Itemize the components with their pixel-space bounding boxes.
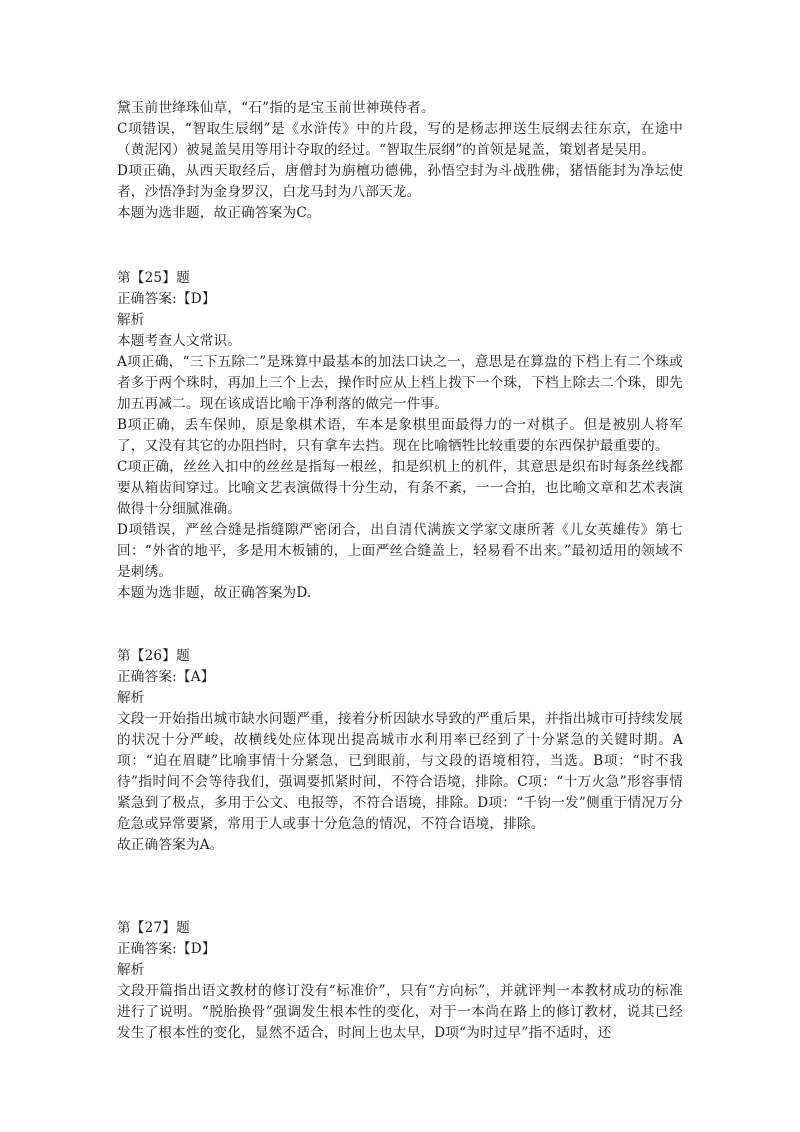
question-heading: 第【26】题	[117, 648, 190, 664]
analysis-paragraph-option-d: D项错误，严丝合缝是指缝隙严密闭合，出自清代满族文学家文康所著《儿女英雄传》第七回：“外省的地平，多是用木板铺的，上面严丝合缝盖上，轻易看不出来。”最初适用的领域不是刺绣。	[117, 522, 683, 580]
analysis-conclusion: 故正确答案为A。	[117, 837, 224, 853]
question-25-section	[117, 268, 683, 604]
analysis-paragraph-option-a: A项正确，“三下五除二”是珠算中最基本的加法口诀之一，意思是在算盘的下档上有二个珠或者多于两个珠时，再加上三个上去，操作时应从上档上拨下一个珠，下档上除去二个珠，即先加五再减二。现在该成语比喻干净利落的做完一件事。	[117, 354, 683, 412]
analysis-label: 解析	[117, 690, 145, 706]
question-26-section	[117, 646, 683, 856]
q24-conclusion: 本题为选非题，故正确答案为C。	[117, 205, 321, 221]
q24-paragraph-option-c: C项错误，“智取生辰纲”是《水浒传》中的片段，写的是杨志押送生辰纲去往东京，在途中（黄泥冈）被晁盖吴用等用计夺取的经过。“智取生辰纲”的首领是晁盖，策划者是吴用。	[117, 121, 683, 158]
analysis-paragraph-option-b: B项正确，丢车保帅，原是象棋术语，车本是象棋里面最得力的一对棋子。但是被别人将军了，又没有其它的办阻挡时，只有拿车去挡。现在比喻牺牲比较重要的东西保护最重要的。	[117, 417, 683, 454]
correct-answer: 正确答案:【D】	[117, 941, 216, 957]
question-27-section	[117, 918, 683, 1044]
question-heading: 第【27】题	[117, 920, 190, 936]
q24-paragraph-option-d: D项正确，从西天取经后，唐僧封为旃檀功德佛，孙悟空封为斗战胜佛，猪悟能封为净坛使者，沙悟净封为金身罗汉，白龙马封为八部天龙。	[117, 163, 683, 200]
correct-answer: 正确答案:【A】	[117, 669, 215, 685]
question-24-explanation-tail	[117, 98, 683, 224]
analysis-label: 解析	[117, 312, 145, 328]
analysis-paragraph: 本题考查人文常识。	[117, 333, 242, 349]
question-heading: 第【25】题	[117, 270, 190, 286]
analysis-paragraph-option-c: C项正确，丝丝入扣中的丝丝是指每一根丝，扣是织机上的机件，其意思是织布时每条丝线都要从箱齿间穿过。比喻文艺表演做得十分生动，有条不紊，一一合拍，也比喻文章和艺术表演做得十分细腻准确。	[117, 459, 683, 517]
analysis-paragraph: 文段一开始指出城市缺水问题严重，接着分析因缺水导致的严重后果，并指出城市可持续发展的状况十分严峻，故横线处应体现出提高城市水利用率已经到了十分紧急的关键时期。A项：“迫在眉睫”比喻事情十分紧急，已到眼前，与文段的语境相符，当选。B项：“时不我待”指时间不会等待我们，强调要抓紧时间，不符合语境，排除。C项：“十万火急”形容事情紧急到了极点，多用于公文、电报等，不符合语境，排除。D项：“千钧一发”侧重于情况万分危急或异常要紧，常用于人或事十分危急的情况，不符合语境，排除。	[117, 711, 683, 832]
analysis-label: 解析	[117, 962, 145, 978]
analysis-paragraph: 文段开篇指出语文教材的修订没有“标准价”，只有“方向标”，并就评判一本教材成功的标准进行了说明。“脱胎换骨”强调发生根本性的变化，对于一本尚在路上的修订教材，说其已经发生了根本性的变化，显然不适合，时间上也太早，D项“为时过早”指不适时，还	[117, 983, 683, 1041]
q24-paragraph: 黛玉前世绛珠仙草，“石”指的是宝玉前世神瑛侍者。	[117, 100, 435, 116]
analysis-conclusion: 本题为选非题，故正确答案为D.	[117, 585, 312, 601]
correct-answer: 正确答案:【D】	[117, 291, 216, 307]
